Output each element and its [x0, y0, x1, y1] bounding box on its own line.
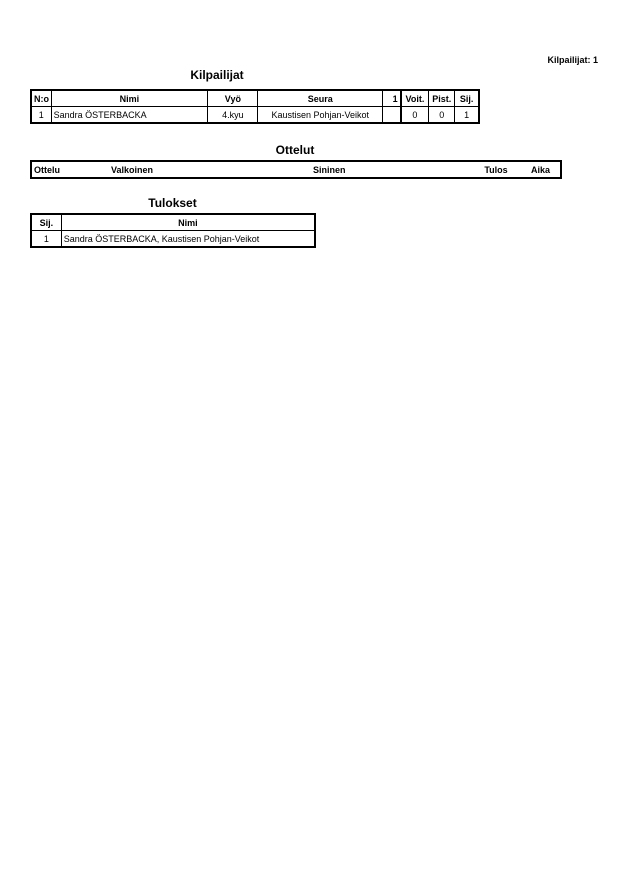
competitors-heading: Kilpailijat	[190, 68, 244, 82]
col-place: Sij.	[455, 90, 479, 107]
competitors-header-row	[31, 90, 479, 107]
result-name: Sandra ÖSTERBACKA, Kaustisen Pohjan-Veikot	[61, 231, 315, 248]
table-row	[31, 231, 315, 248]
competitors-count: Kilpailijat: 1	[547, 55, 598, 65]
col-no: N:o	[31, 90, 51, 107]
results-table	[30, 213, 316, 248]
table-row	[31, 107, 479, 124]
results-header-row	[31, 214, 315, 231]
competitor-wins: 0	[401, 107, 429, 124]
competitor-belt: 4.kyu	[208, 107, 258, 124]
col-belt: Vyö	[208, 90, 258, 107]
col-name: Nimi	[51, 90, 208, 107]
competitor-points: 0	[429, 107, 455, 124]
col-blue: Sininen	[313, 164, 346, 175]
competitor-round-1	[383, 107, 401, 124]
matches-table	[30, 160, 562, 179]
competitors-table	[30, 89, 480, 124]
competitor-place: 1	[455, 107, 479, 124]
competitor-club: Kaustisen Pohjan-Veikot	[258, 107, 383, 124]
results-heading: Tulokset	[148, 196, 197, 210]
col-wins: Voit.	[401, 90, 429, 107]
competitor-name: Sandra ÖSTERBACKA	[51, 107, 208, 124]
matches-header-row	[31, 161, 561, 178]
matches-heading: Ottelut	[275, 143, 315, 157]
col-result-name: Nimi	[61, 214, 315, 231]
col-club: Seura	[258, 90, 383, 107]
result-place: 1	[31, 231, 61, 248]
competitor-no: 1	[31, 107, 51, 124]
col-result: Tulos	[484, 164, 508, 175]
col-match: Ottelu	[34, 164, 60, 175]
col-result-place: Sij.	[31, 214, 61, 231]
col-points: Pist.	[429, 90, 455, 107]
col-round-1: 1	[383, 90, 401, 107]
col-white: Valkoinen	[111, 164, 154, 175]
col-time: Aika	[530, 164, 550, 175]
